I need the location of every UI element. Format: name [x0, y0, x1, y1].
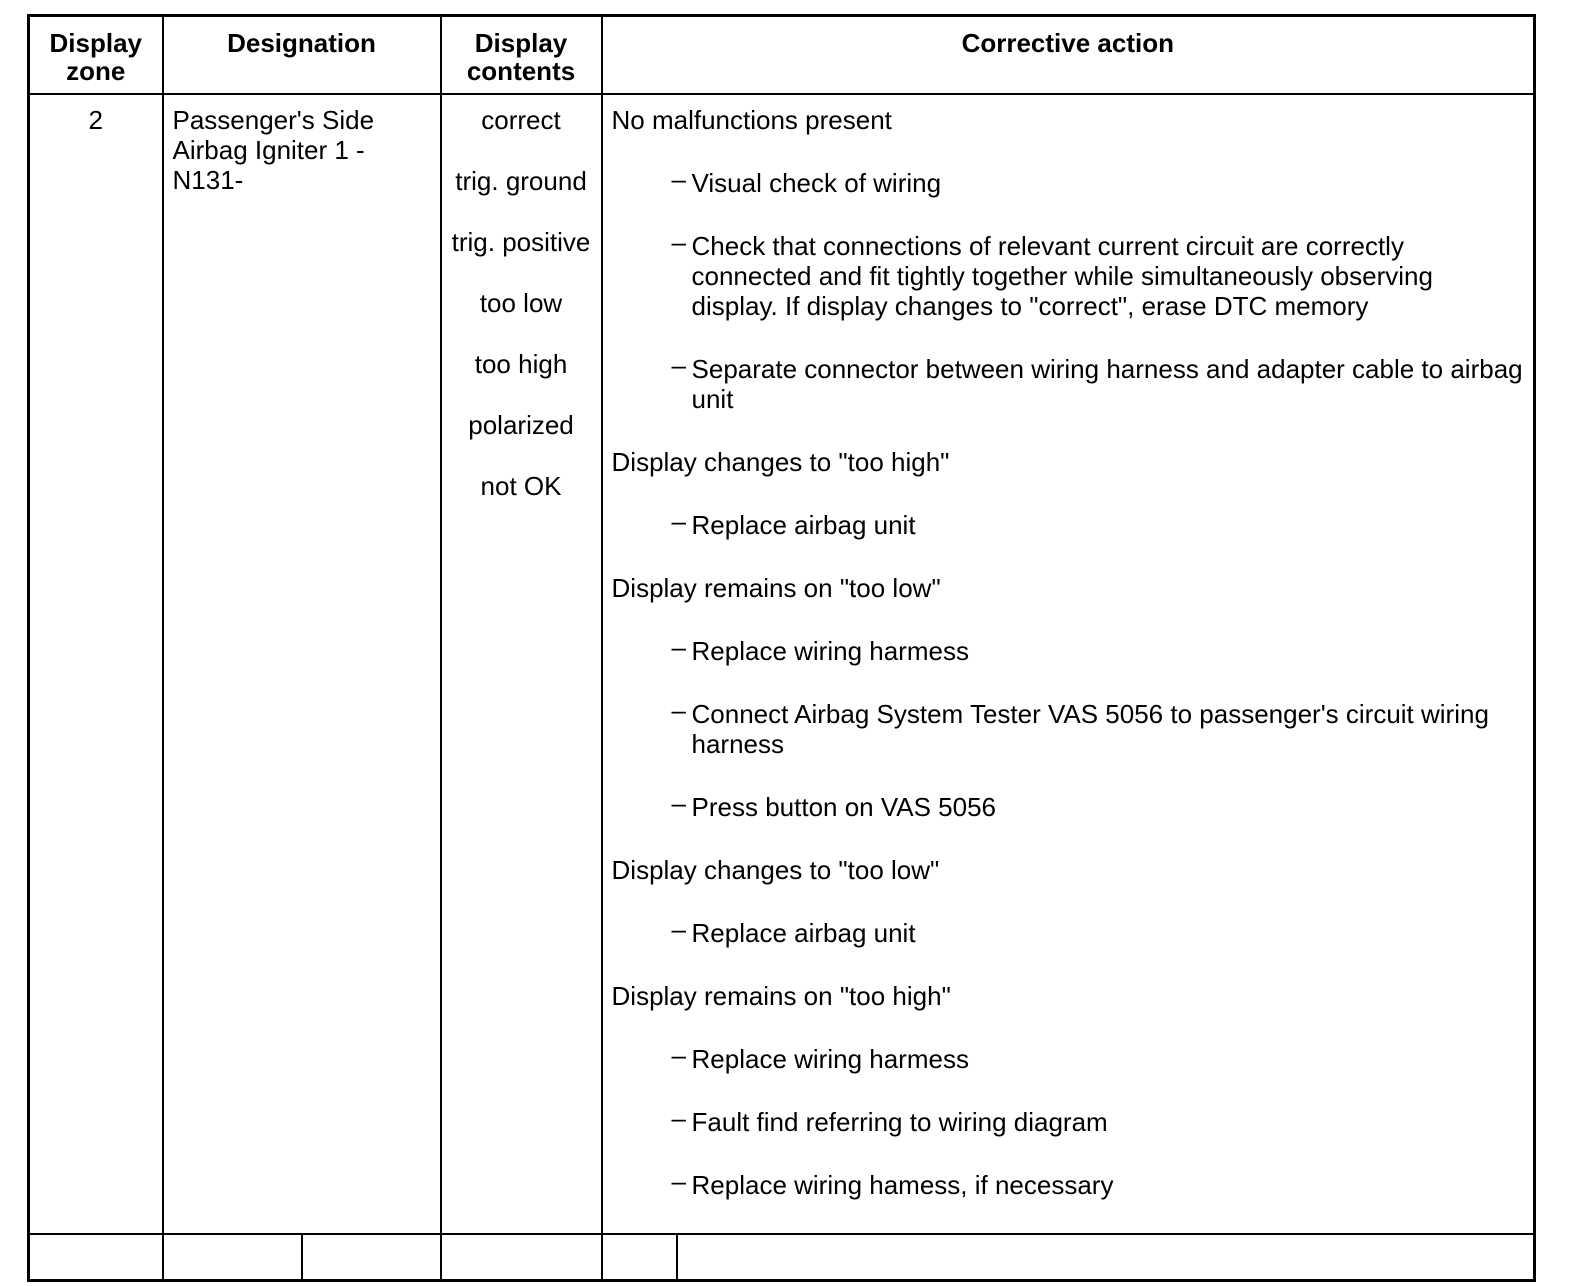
bullet-dash-icon: – [671, 164, 686, 194]
action-step-text: Replace wiring hamess, if necessary [691, 1170, 1114, 1200]
header-designation: Designation [163, 16, 441, 95]
footer-cell [677, 1234, 1535, 1281]
action-step-text: Separate connector between wiring harness and adapter cable to airbag unit [691, 354, 1523, 414]
action-step-text: Replace wiring harmess [691, 636, 969, 666]
action-step-text: Press button on VAS 5056 [691, 792, 997, 822]
action-step [612, 1040, 1524, 1074]
header-display-contents: Display contents [441, 16, 602, 95]
cell-corrective-action [602, 94, 1535, 1234]
action-step [612, 788, 1524, 822]
bullet-dash-icon: – [671, 227, 686, 257]
display-content-item: trig. positive [451, 227, 591, 257]
footer-cell [602, 1234, 677, 1281]
bullet-dash-icon: – [671, 1103, 686, 1133]
action-step-text: Replace wiring harmess [691, 1044, 969, 1074]
bullet-dash-icon: – [671, 788, 686, 818]
action-heading: Display changes to "too high" [611, 447, 950, 477]
display-contents-list [442, 105, 601, 532]
bullet-dash-icon: – [671, 1166, 686, 1196]
header-corrective-action: Corrective action [602, 16, 1535, 95]
action-step [612, 1103, 1524, 1137]
bullet-dash-icon: – [671, 695, 686, 725]
display-content-item: too high [474, 349, 568, 379]
table-row [29, 94, 1535, 1234]
action-step [612, 164, 1524, 198]
display-content-item: not OK [480, 471, 562, 501]
footer-cell [29, 1234, 163, 1281]
action-step [612, 695, 1524, 759]
corrective-action-list [612, 105, 1524, 1200]
bullet-dash-icon: – [671, 914, 686, 944]
action-step [612, 914, 1524, 948]
action-step-text: Replace airbag unit [691, 918, 916, 948]
bullet-dash-icon: – [671, 506, 686, 536]
action-step-text: Connect Airbag System Tester VAS 5056 to passenger's circuit wiring harness [691, 699, 1489, 759]
cell-display-contents [441, 94, 602, 1234]
action-step-text: Replace airbag unit [691, 510, 916, 540]
display-content-item: polarized [468, 410, 574, 440]
action-step [612, 350, 1524, 414]
footer-row [29, 1234, 1535, 1281]
action-step [612, 632, 1524, 666]
display-content-item: correct [481, 105, 561, 135]
bullet-dash-icon: – [671, 1040, 686, 1070]
action-step [612, 506, 1524, 540]
action-heading: Display remains on "too low" [611, 573, 941, 603]
header-row [29, 16, 1535, 95]
cell-designation: Passenger's Side Airbag Igniter 1 - N131- [163, 94, 441, 1234]
action-heading: Display changes to "too low" [611, 855, 940, 885]
cell-display-zone: 2 [29, 94, 163, 1234]
action-step [612, 227, 1524, 321]
action-heading: No malfunctions present [611, 105, 892, 135]
action-step-text: Fault find referring to wiring diagram [691, 1107, 1108, 1137]
action-step-text: Visual check of wiring [691, 168, 942, 198]
action-heading: Display remains on "too high" [611, 981, 951, 1011]
action-step [612, 1166, 1524, 1200]
bullet-dash-icon: – [671, 632, 686, 662]
display-content-item: too low [479, 288, 563, 318]
bullet-dash-icon: – [671, 350, 686, 380]
header-display-zone: Display zone [29, 16, 163, 95]
diagnostic-table [27, 14, 1536, 1282]
footer-cell [302, 1234, 441, 1281]
document-page [27, 14, 1557, 1270]
footer-cell [441, 1234, 602, 1281]
display-content-item: trig. ground [455, 166, 587, 196]
footer-cell [163, 1234, 302, 1281]
action-step-text: Check that connections of relevant current circuit are correctly connected and fit tightly together while simultaneously observing display. If display changes to "correct", erase DTC memory [691, 231, 1433, 321]
